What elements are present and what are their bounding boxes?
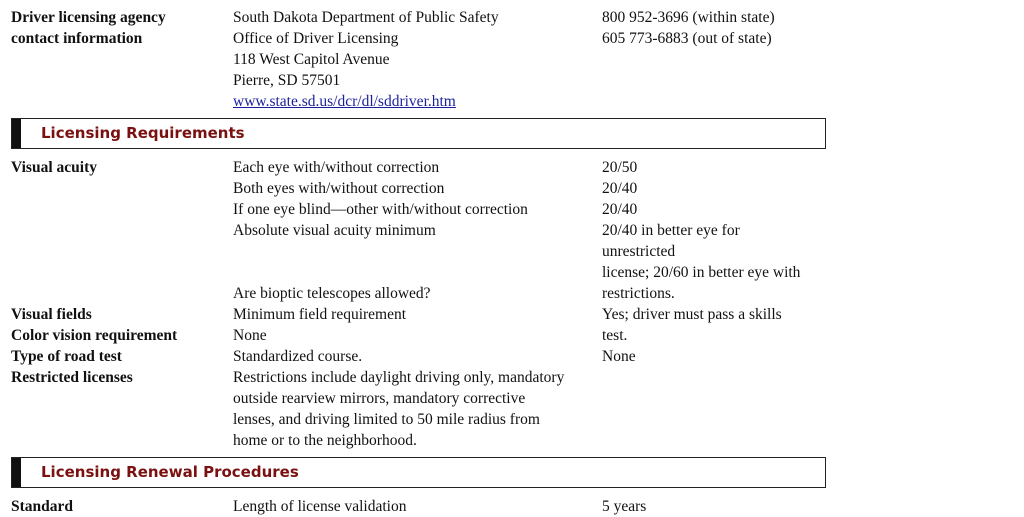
phone-in-state: 800 952-3696 (within state) — [602, 9, 775, 26]
label-restricted-licenses: Restricted licenses — [11, 369, 133, 386]
license-validation-value: 5 years — [602, 498, 647, 515]
section-marker-bar — [12, 458, 21, 487]
field-requirement: Minimum field requirement — [233, 306, 407, 323]
label-visual-fields: Visual fields — [11, 306, 92, 323]
label-visual-acuity: Visual acuity — [11, 159, 97, 176]
restrictions-line-2: outside rearview mirrors, mandatory corrective — [233, 390, 526, 407]
restrictions-line-1: Restrictions include daylight driving only, mandatory — [233, 369, 565, 386]
field-requirement-value: None — [602, 348, 636, 365]
restrictions-line-3: lenses, and driving limited to 50 mile radius from — [233, 411, 540, 428]
acuity-each-eye: Each eye with/without correction — [233, 159, 440, 176]
office-name: Office of Driver Licensing — [233, 30, 399, 47]
acuity-minimum-value-line-2: unrestricted — [602, 243, 676, 260]
acuity-minimum-value-line-3: license; 20/60 in better eye with — [602, 264, 801, 281]
section-header-licensing-requirements — [11, 118, 826, 149]
website-link[interactable]: www.state.sd.us/dcr/dl/sddriver.htm — [233, 93, 456, 110]
section-title: Licensing Requirements — [41, 124, 245, 142]
acuity-minimum-value-line-1: 20/40 in better eye for — [602, 222, 740, 239]
section-marker-bar — [12, 119, 21, 148]
acuity-both-eyes: Both eyes with/without correction — [233, 180, 445, 197]
acuity-absolute-minimum: Absolute visual acuity minimum — [233, 222, 436, 239]
road-test-value: Standardized course. — [233, 348, 363, 365]
contact-label-line-1: Driver licensing agency — [11, 9, 166, 26]
bioptic-answer-line-1: Yes; driver must pass a skills — [602, 306, 782, 323]
section-header-renewal-procedures — [11, 457, 826, 488]
acuity-each-eye-value: 20/50 — [602, 159, 638, 176]
license-validation-length: Length of license validation — [233, 498, 407, 515]
color-vision-value: None — [233, 327, 267, 344]
acuity-one-eye-blind: If one eye blind—other with/without correction — [233, 201, 528, 218]
restrictions-line-4: home or to the neighborhood. — [233, 432, 417, 449]
acuity-one-eye-value: 20/40 — [602, 201, 638, 218]
street-address: 118 West Capitol Avenue — [233, 51, 390, 68]
agency-name: South Dakota Department of Public Safety — [233, 9, 499, 26]
phone-out-of-state: 605 773-6883 (out of state) — [602, 30, 772, 47]
bioptic-answer-line-2: test. — [602, 327, 628, 344]
contact-label-line-2: contact information — [11, 30, 143, 47]
acuity-minimum-value-line-4: restrictions. — [602, 285, 675, 302]
acuity-both-eyes-value: 20/40 — [602, 180, 638, 197]
city-state-zip: Pierre, SD 57501 — [233, 72, 341, 89]
label-road-test: Type of road test — [11, 348, 122, 365]
bioptic-question: Are bioptic telescopes allowed? — [233, 285, 431, 302]
label-color-vision: Color vision requirement — [11, 327, 178, 344]
section-title: Licensing Renewal Procedures — [41, 463, 299, 481]
label-standard: Standard — [11, 498, 74, 515]
